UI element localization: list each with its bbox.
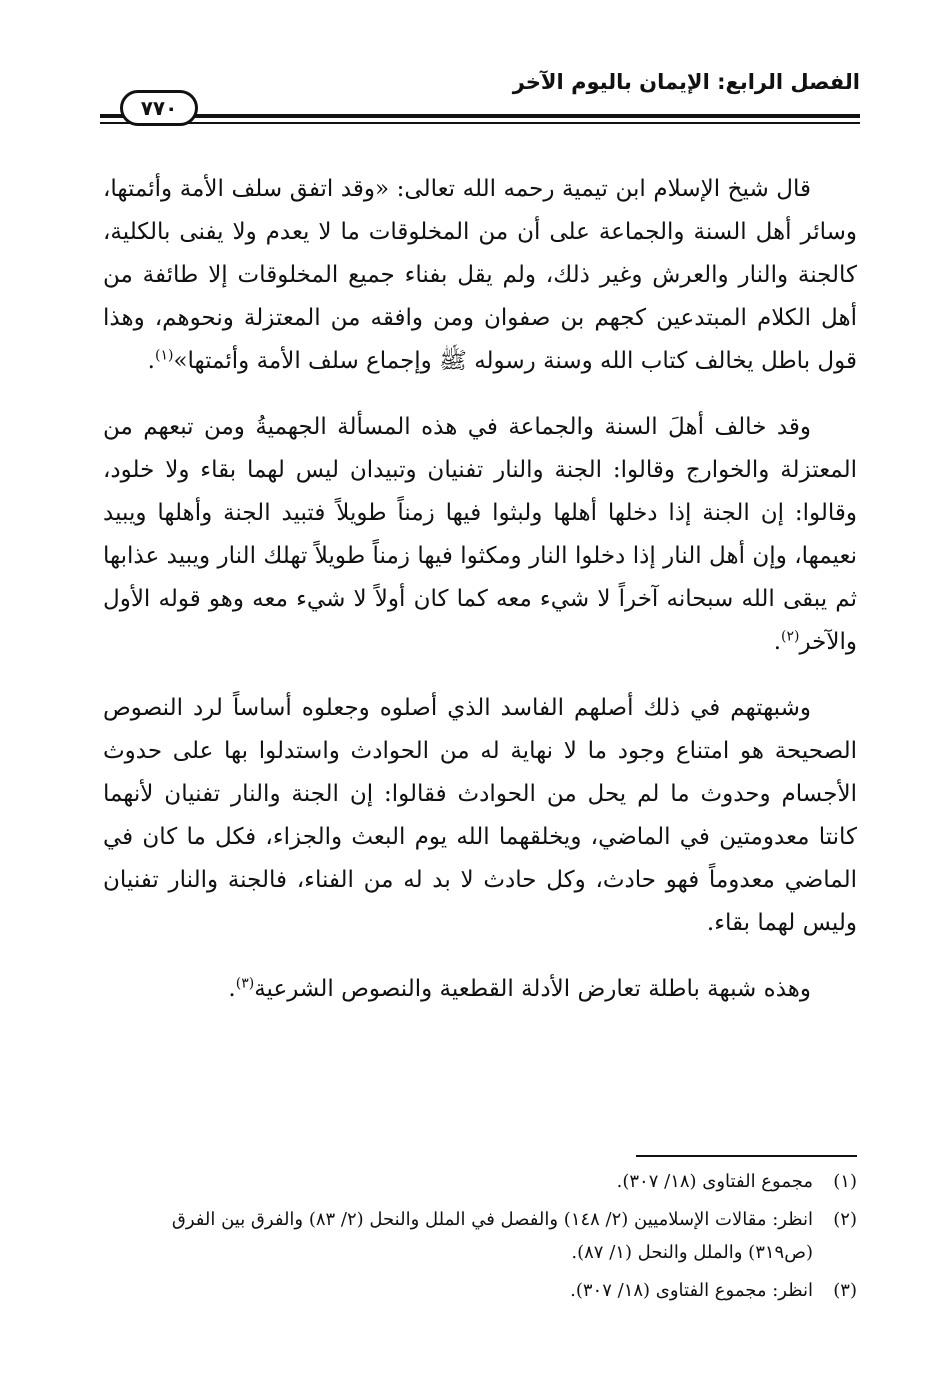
- chapter-title: الفصل الرابع: الإيمان باليوم الآخر: [512, 70, 860, 94]
- paragraph-text: قال شيخ الإسلام ابن تيمية رحمه الله تعالى: «وقد اتفق سلف الأمة وأئمتها، وسائر أهل السنة والجماعة على أن من المخلوقات ما لا يعدم ولا يفنى بالكلية، كالجنة والنار والعرش وغير ذلك، ولم يقل بفناء جميع المخلوقات إلا طائفة من أهل الكلام المبتدعين كجهم بن صفوان ومن وافقه من المعتزلة ونحوهم، وهذا قول باطل يخالف كتاب الله وسنة رسوله ﷺ وإجماع سلف الأمة وأئمتها»: [103, 176, 857, 374]
- paragraph: [103, 968, 857, 1011]
- footnotes: [103, 1165, 857, 1312]
- footnote-text: انظر: مقالات الإسلاميين (٢/ ١٤٨) والفصل في الملل والنحل (٢/ ٨٣) والفرق بين الفرق (ص٣١٩) والملل والنحل (١/ ٨٧).: [171, 1209, 813, 1263]
- paragraph-tail: .: [228, 976, 236, 1002]
- paragraph-tail: .: [773, 629, 781, 655]
- paragraph-text: وشبهتهم في ذلك أصلهم الفاسد الذي أصلوه وجعلوه أساساً لرد النصوص الصحيحة هو امتناع وجود ما لا نهاية له من الحوادث واستدلوا بها على حدوث الأجسام وحدوث ما لم يحل من الحوادث فقالوا: إن الجنة والنار تفنيان لأنهما كانتا معدومتين في الماضي، ويخلقهما الله يوم البعث والجزاء، فكل ما كان في الماضي معدوماً فهو حادث، وكل حادث لا بد له من الفناء، فالجنة والنار تفنيان وليس لهما بقاء.: [103, 695, 857, 936]
- footnote-number: (١): [833, 1171, 857, 1192]
- page-header: [100, 60, 860, 130]
- paragraph: [103, 687, 857, 945]
- footnote-number: (٢): [833, 1209, 857, 1230]
- footnote-ref: (١): [154, 347, 174, 364]
- paragraph-text: وقد خالف أهلَ السنة والجماعة في هذه المسألة الجهميةُ ومن تبعهم من المعتزلة والخوارج وقالوا: الجنة والنار تفنيان وتبيدان ليس لهما بقاء ولا خلود، وقالوا: إن الجنة إذا دخلها أهلها ولبثوا فيها زمناً طويلاً فتبيد الجنة وأهلها ويبيد نعيمها، وإن أهل النار إذا دخلوا النار ومكثوا فيها زمناً طويلاً تهلك النار ويبيد عذابها ثم يبقى الله سبحانه آخراً لا شيء معه كما كان أولاً لا شيء معه وهو قوله الأول والآخر: [103, 414, 857, 655]
- footnote: [103, 1165, 857, 1198]
- footnote-ref: (٢): [781, 628, 800, 645]
- paragraph-text: وهذه شبهة باطلة تعارض الأدلة القطعية والنصوص الشرعية: [254, 976, 811, 1002]
- footnote-text: انظر: مجموع الفتاوى (١٨/ ٣٠٧).: [570, 1280, 813, 1301]
- paragraph: [103, 406, 857, 664]
- footnote-ref: (٣): [235, 975, 255, 992]
- footnote-number: (٣): [833, 1280, 857, 1301]
- main-text: [103, 168, 857, 1011]
- page-number: ٧٧٠: [120, 90, 198, 126]
- header-rule-thick: [100, 114, 860, 118]
- footnote-separator: [636, 1155, 857, 1157]
- header-rule-thin: [100, 122, 860, 124]
- paragraph-tail: .: [147, 348, 155, 374]
- footnote: [103, 1274, 857, 1307]
- paragraph: [103, 168, 857, 383]
- footnote: [103, 1203, 857, 1269]
- footnote-text: مجموع الفتاوى (١٨/ ٣٠٧).: [616, 1171, 813, 1192]
